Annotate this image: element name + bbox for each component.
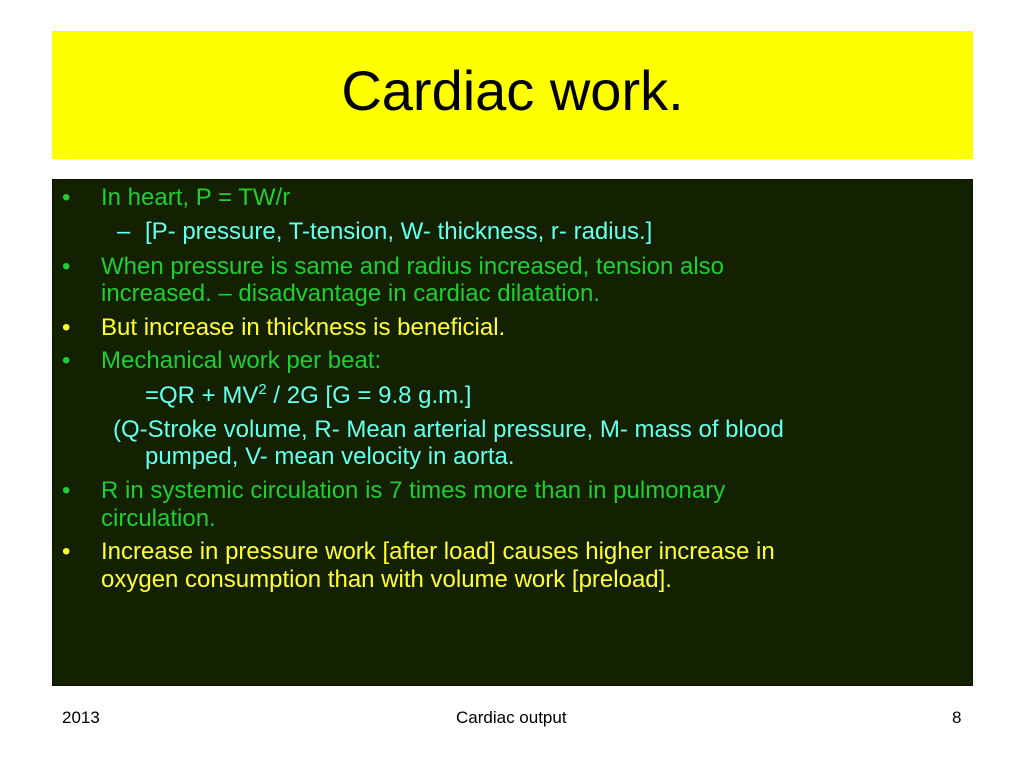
bullet-marker-6: • xyxy=(62,538,71,565)
sub-bullet-definitions: [P- pressure, T-tension, W- thickness, r- radius.] xyxy=(145,218,653,245)
footer-slide-number: 8 xyxy=(952,708,962,727)
work-formula xyxy=(145,382,471,410)
formula-part-b: / 2G [G = 9.8 g.m.] xyxy=(266,382,472,409)
formula-legend-line2: pumped, V- mean velocity in aorta. xyxy=(145,443,515,470)
bullet-systemic-line2: circulation. xyxy=(101,505,216,532)
formula-exponent: 2 xyxy=(258,381,267,398)
bullet-pressure-line1: When pressure is same and radius increased, tension also xyxy=(101,253,724,280)
bullet-pressure-work-line1: Increase in pressure work [after load] causes higher increase in xyxy=(101,538,775,565)
bullet-pressure-work-line2: oxygen consumption than with volume work [preload]. xyxy=(101,566,672,593)
footer-date: 2013 xyxy=(62,708,100,727)
bullet-pressure-line2: increased. – disadvantage in cardiac dilatation. xyxy=(101,280,600,307)
content-panel xyxy=(52,179,973,686)
bullet-marker-2: • xyxy=(62,253,71,280)
formula-part-a: =QR + MV xyxy=(145,382,259,409)
bullet-heart-equation: In heart, P = TW/r xyxy=(101,184,291,211)
title-banner xyxy=(52,31,973,159)
bullet-systemic-line1: R in systemic circulation is 7 times more than in pulmonary xyxy=(101,477,726,504)
slide-title: Cardiac work. xyxy=(341,59,684,122)
bullet-marker-1: • xyxy=(62,184,71,211)
bullet-marker-3: • xyxy=(62,314,71,341)
bullet-mechanical-work: Mechanical work per beat: xyxy=(101,347,382,374)
sub-bullet-dash: – xyxy=(117,218,131,245)
bullet-marker-4: • xyxy=(62,347,71,374)
footer-title: Cardiac output xyxy=(456,708,567,727)
bullet-thickness: But increase in thickness is beneficial. xyxy=(101,314,506,341)
bullet-marker-5: • xyxy=(62,477,71,504)
formula-legend-line1: (Q-Stroke volume, R- Mean arterial pressure, M- mass of blood xyxy=(113,416,784,443)
